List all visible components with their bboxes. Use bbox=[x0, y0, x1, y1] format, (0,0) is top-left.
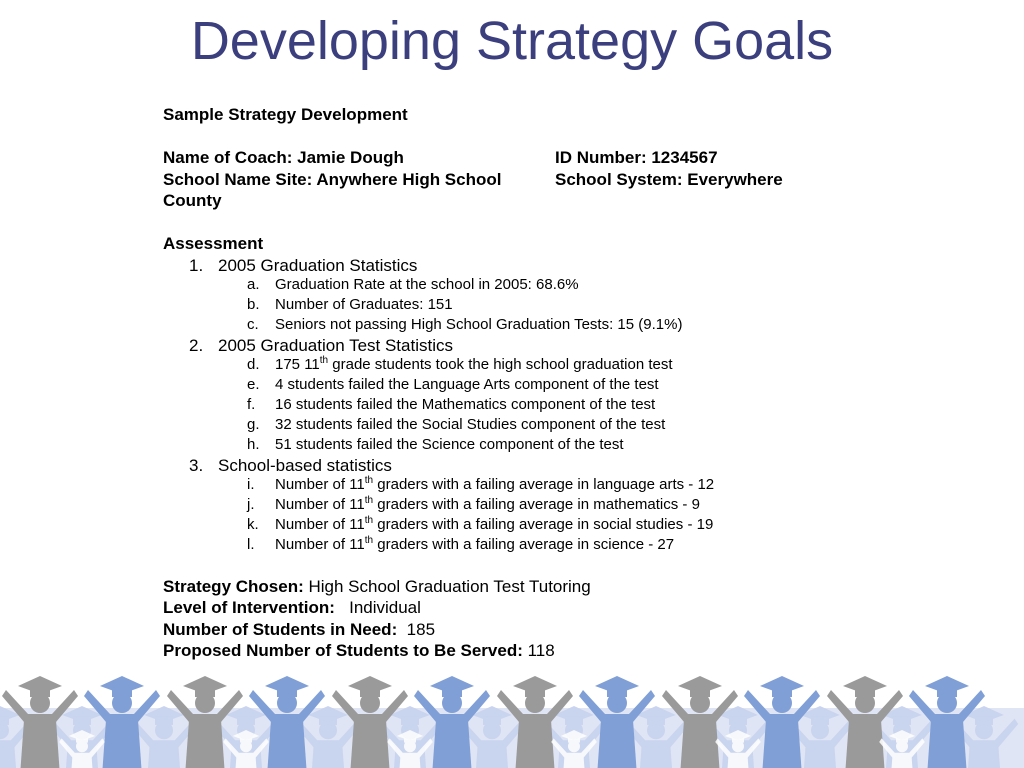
item-text-post: graders with a failing average in mathematics - 9 bbox=[373, 495, 700, 513]
item-letter: f. bbox=[247, 395, 256, 413]
list-item bbox=[163, 515, 863, 535]
assessment-heading: Assessment bbox=[163, 234, 264, 253]
level-label: Level of Intervention: bbox=[163, 598, 335, 617]
item-letter: a. bbox=[247, 275, 260, 293]
id-number: ID Number: 1234567 bbox=[555, 148, 718, 167]
list-item bbox=[163, 535, 863, 555]
item-text-pre: Number of 11 bbox=[275, 535, 365, 553]
level-value: Individual bbox=[334, 598, 421, 617]
section-label: School-based statistics bbox=[218, 455, 392, 475]
section-number: 3. bbox=[189, 455, 204, 475]
item-text: Seniors not passing High School Graduation Tests: 15 (9.1%) bbox=[275, 315, 683, 333]
list-item bbox=[163, 395, 863, 415]
coach-row bbox=[163, 147, 863, 169]
list-item bbox=[163, 415, 863, 435]
item-letter: i. bbox=[247, 475, 255, 493]
item-text bbox=[275, 515, 713, 535]
school-name: School Name Site: Anywhere High School bbox=[163, 169, 502, 189]
section-label: 2005 Graduation Statistics bbox=[218, 255, 418, 275]
ordinal-suffix: th bbox=[364, 494, 374, 506]
item-text-pre: Number of 11 bbox=[275, 495, 365, 513]
section-label: 2005 Graduation Test Statistics bbox=[218, 335, 453, 355]
school-row bbox=[163, 169, 863, 191]
graduates-border-graphic bbox=[0, 668, 1024, 768]
county-line: County bbox=[163, 191, 222, 210]
ordinal-suffix: th bbox=[319, 354, 329, 366]
item-text: Number of Graduates: 151 bbox=[275, 295, 453, 313]
item-letter: g. bbox=[247, 415, 260, 433]
item-letter: h. bbox=[247, 435, 260, 453]
item-text: 4 students failed the Language Arts component of the test bbox=[275, 375, 659, 393]
item-letter: j. bbox=[247, 495, 255, 513]
list-item bbox=[163, 315, 863, 335]
item-letter: b. bbox=[247, 295, 260, 313]
item-text: Graduation Rate at the school in 2005: 68.6% bbox=[275, 275, 579, 293]
level-line bbox=[163, 597, 863, 619]
item-text-pre: 175 11 bbox=[275, 355, 320, 373]
item-text-post: graders with a failing average in social studies - 19 bbox=[373, 515, 714, 533]
ordinal-suffix: th bbox=[364, 474, 374, 486]
item-text bbox=[275, 355, 673, 375]
served-value: 118 bbox=[522, 641, 555, 660]
strategy-line bbox=[163, 576, 863, 598]
served-line bbox=[163, 640, 863, 662]
need-label: Number of Students in Need: bbox=[163, 619, 398, 639]
served-label: Proposed Number of Students to Be Served: bbox=[163, 641, 523, 660]
list-item bbox=[163, 375, 863, 395]
ordinal-suffix: th bbox=[364, 514, 374, 526]
item-letter: e. bbox=[247, 375, 260, 393]
coach-name: Name of Coach: Jamie Dough bbox=[163, 148, 404, 167]
slide-content bbox=[163, 104, 863, 662]
list-item bbox=[163, 355, 863, 375]
item-letter: k. bbox=[247, 515, 259, 533]
content-heading: Sample Strategy Development bbox=[163, 105, 408, 124]
list-item bbox=[163, 275, 863, 295]
strategy-value: High School Graduation Test Tutoring bbox=[303, 576, 591, 596]
item-text: 16 students failed the Mathematics component of the test bbox=[275, 395, 656, 413]
section-item bbox=[163, 335, 863, 355]
item-letter: c. bbox=[247, 315, 259, 333]
list-item bbox=[163, 495, 863, 515]
section-item bbox=[163, 455, 863, 475]
strategy-label: Strategy Chosen: bbox=[163, 576, 304, 596]
slide-title: Developing Strategy Goals bbox=[190, 11, 834, 71]
section-item bbox=[163, 255, 863, 275]
need-value: 185 bbox=[397, 619, 436, 639]
list-item bbox=[163, 475, 863, 495]
item-text bbox=[275, 475, 714, 495]
school-system: School System: Everywhere bbox=[555, 169, 783, 189]
item-text-pre: Number of 11 bbox=[275, 515, 365, 533]
item-text-post: grade students took the high school graduation test bbox=[328, 355, 673, 373]
section-number: 1. bbox=[189, 255, 204, 275]
list-item bbox=[163, 295, 863, 315]
list-item bbox=[163, 435, 863, 455]
item-text-post: graders with a failing average in science - 27 bbox=[373, 535, 675, 553]
item-text bbox=[275, 495, 700, 515]
item-text: 51 students failed the Science component of the test bbox=[275, 435, 624, 453]
need-line bbox=[163, 619, 863, 641]
ordinal-suffix: th bbox=[364, 534, 374, 546]
item-text: 32 students failed the Social Studies component of the test bbox=[275, 415, 666, 433]
item-letter: d. bbox=[247, 355, 260, 373]
item-text-pre: Number of 11 bbox=[275, 475, 365, 493]
section-number: 2. bbox=[189, 335, 204, 355]
item-text bbox=[275, 535, 674, 555]
item-letter: l. bbox=[247, 535, 255, 553]
item-text-post: graders with a failing average in language arts - 12 bbox=[373, 475, 715, 493]
